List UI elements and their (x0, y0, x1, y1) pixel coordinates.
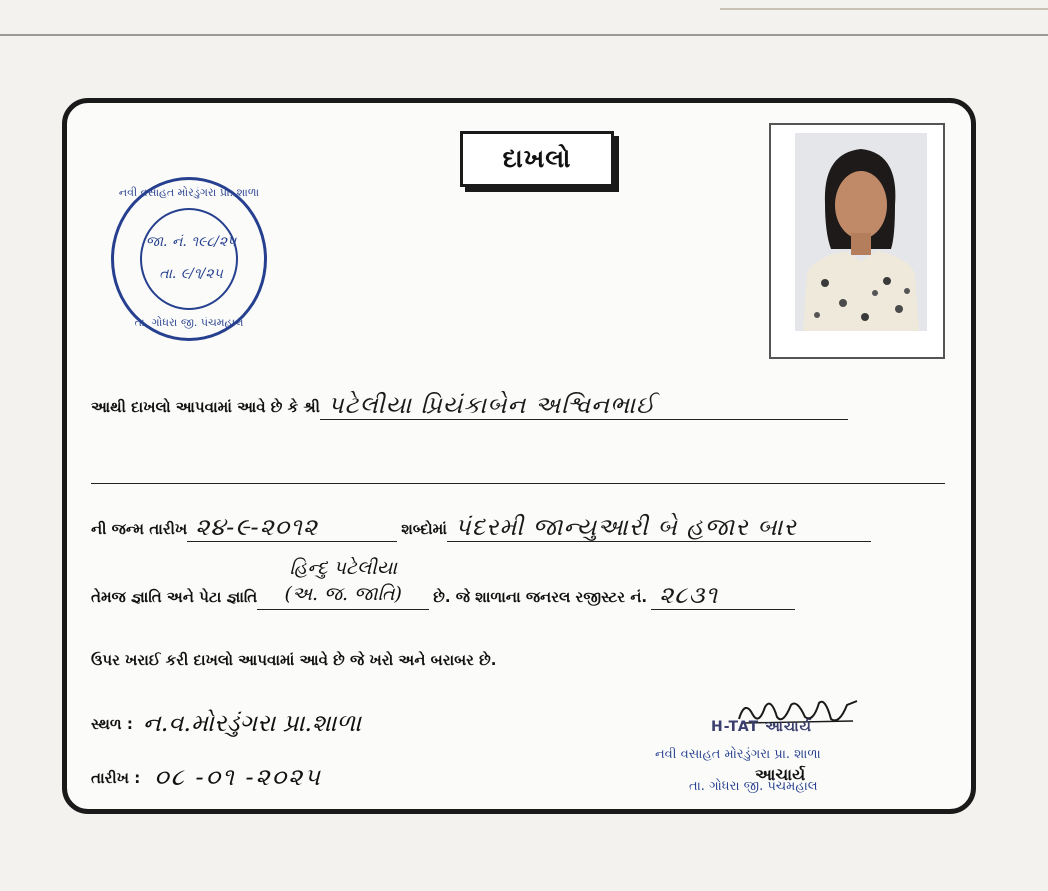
subcaste-value: (અ. જ. જાતિ) (284, 583, 402, 605)
issue-date-value: ૦૮ -૦૧ -૨૦૨૫ (154, 763, 322, 791)
place-line (91, 709, 361, 737)
paper-fold-line (0, 34, 1048, 36)
blank-rule (91, 483, 945, 484)
dob-words: પંદરમી જાન્યુઆરી બે હજાર બાર (447, 513, 871, 542)
signature-block (655, 695, 935, 805)
caste-field (257, 559, 429, 610)
dob-digits: ૨૪-૯-૨૦૧૨ (187, 513, 397, 542)
school-seal (111, 177, 267, 341)
certificate-title: દાખલો (460, 131, 614, 187)
designation: H-TAT આચાર્ય (711, 719, 813, 735)
name-label: આથી દાખલો આપવામાં આવે છે કે શ્રી (91, 398, 320, 416)
caste-line (91, 559, 795, 610)
certificate-card (62, 98, 976, 814)
place-label: સ્થળ : (91, 715, 133, 733)
issue-date-label: તારીખ : (91, 769, 141, 787)
dob-label: ની જન્મ તારીખ (91, 520, 188, 538)
principal-title: આચાર્ય (755, 765, 806, 784)
name-line (91, 391, 848, 420)
caste-value: હિન્દુ પટેલીયા (289, 557, 397, 579)
dob-line (91, 513, 871, 542)
student-name: પટેલીયા પ્રિયંકાબેન અશ્વિનભાઈ (320, 391, 848, 420)
seal-bottom-text: તા. ગોધરા જી. પંચમહાલ (134, 316, 244, 329)
school-stamp: નવી વસાહત મોરડુંગરા પ્રા. શાળા (655, 747, 821, 762)
closing-statement: ઉપર ખરાઈ કરી દાખલો આપવામાં આવે છે જે ખરો અને બરાબર છે. (91, 651, 497, 669)
register-number: ૨૮૩૧ (651, 581, 795, 610)
seal-number: જા. નં. ૧૯૮/૨૫ (145, 234, 237, 250)
place-value: ન.વ.મોરડુંગરા પ્રા.શાળા (142, 709, 361, 737)
seal-top-text: નવી વસાહત મોરડુંગરા પ્રા. શાળા (118, 186, 260, 199)
student-photo (795, 133, 927, 331)
seal-inner-ring (140, 208, 238, 310)
seal-date: તા. ૯/૧/૨૫ (159, 266, 223, 282)
paper-edge (720, 8, 1048, 10)
photo-frame (769, 123, 945, 359)
dob-words-label: શબ્દોમાં (401, 520, 447, 538)
caste-label: તેમજ જ્ઞાતિ અને પેટા જ્ઞાતિ (91, 588, 258, 606)
register-label: છે. જે શાળાના જનરલ રજીસ્ટર નં. (433, 588, 648, 606)
taluka-stamp: તા. ગોધરા જી. પંચમહાલ (689, 779, 818, 794)
issue-date-line (91, 763, 322, 791)
